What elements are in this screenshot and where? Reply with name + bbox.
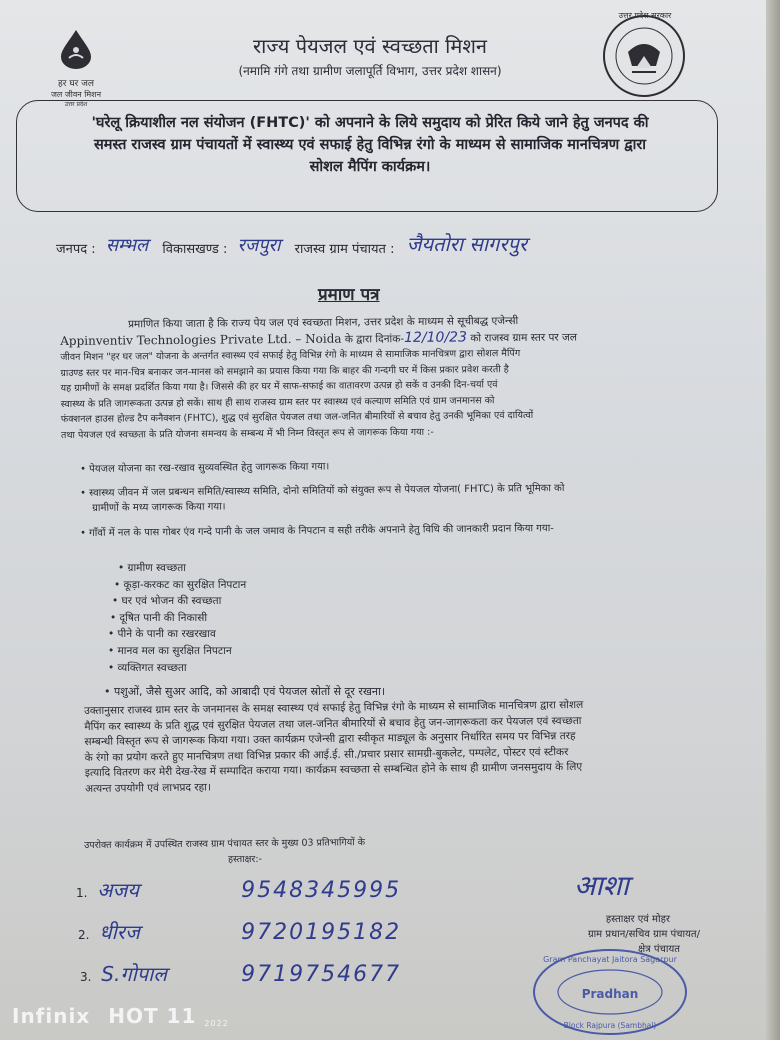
para2-line: मैपिंग कर स्वास्थ्य के प्रति शुद्ध एवं सुरक्षित पेयजल तथा जल-जनित बीमारियों से बचाव हेतु जन-जागरूकता कर पेयजल एवं स्वच्छता <box>84 714 582 733</box>
participant-row <box>76 876 401 903</box>
bullet-text: ग्रामीणों के मध्य जागरूक किया गया। <box>92 501 226 514</box>
participant-index: 1. <box>76 886 88 900</box>
designation-line: ग्राम प्रधान/सचिव ग्राम पंचायत/ <box>587 929 700 940</box>
page-subtitle: (नमामि गंगे तथा ग्रामीण जलापूर्ति विभाग, उत्तर प्रदेश शासन) <box>238 64 502 78</box>
gram-panchayat-stamp <box>530 944 690 1036</box>
para1-line: तथा पेयजल एवं स्वच्छता के प्रति योजना समन्वय के सम्बन्ध में भी निम्न विस्तृत रूप से जागरूक किया गया :- <box>60 426 434 441</box>
bullet-text: स्वास्थ्य जीवन में जल प्रबन्धन समिति/स्वास्थ्य समिति, दोनो समितियों को संयुक्त रूप से पेयजल योजना( FHTC) के प्रति भूमिका को <box>89 482 565 499</box>
bullet-item: • गाँवों में नल के पास गोबर एंव गन्दे पानी के जल जमाव के निपटान व सही तरीके अपनाने हेतु विधि की जानकारी प्रदान किया गया- <box>80 523 554 539</box>
participant-index: 3. <box>80 970 92 984</box>
block-value: रजपुरा <box>237 235 281 256</box>
stamp-mid-text: Pradhan <box>581 987 639 1001</box>
bullet-item: • पेयजल योजना का रख-रखाव सुव्यवस्थित हेतु जागरूक किया गया। <box>80 461 330 475</box>
date-label: के द्वारा दिनांक- <box>341 332 405 346</box>
designation-line: हस्ताक्षर एवं मोहर <box>605 914 670 925</box>
pradhan-signature: आशा <box>574 869 629 902</box>
participant-name: S.गोपाल <box>101 962 167 986</box>
para2-line: के रंगो का प्रयोग करते हुए मानचित्रण तथा विभिन्न प्रकार की आई.ई. सी./प्रचार प्रसार सामग्री-बुकलेट, पम्पलेट, पोस्टर एवं स्टीकर <box>84 745 569 764</box>
har-ghar-jal-logo <box>40 28 112 108</box>
bullet-text: पेयजल योजना का रख-रखाव सुव्यवस्थित हेतु जागरूक किया गया। <box>89 461 330 475</box>
watermark-year: 2022 <box>204 1019 229 1028</box>
para1-text: को राजस्व ग्राम स्तर पर जल <box>466 330 578 344</box>
list-item: • मानव मल का सुरक्षित निपटान <box>108 643 246 660</box>
banner-text <box>30 112 710 178</box>
para1-line: फंक्शनल हाउस होल्ड टैप कनैक्शन (FHTC), शुद्ध एवं सुरक्षित पेयजल तथा जल-जनित बीमारियों से बचाव हेतु उनकी भूमिका एवं दायित्वों <box>60 409 534 425</box>
list-item: • कूड़ा-करकट का सुरक्षित निपटान <box>108 577 246 594</box>
emblem-text: उत्तर प्रदेश सरकार <box>618 11 672 20</box>
watermark-brand: Infinix <box>12 1004 91 1028</box>
district-label: जनपद : <box>56 242 96 257</box>
para2-line: उक्तानुसार राजस्व ग्राम स्तर के जनमानस के समक्ष स्वास्थ्य एवं सफाई हेतु विभिन्न रंगो के माध्यम से सामाजिक मानचित्रण द्वारा सोशल <box>84 698 584 717</box>
signature-label: हस्ताक्षर:- <box>228 854 262 865</box>
location-fields <box>56 230 770 257</box>
gp-value: जैयतोरा सागरपुर <box>406 232 528 256</box>
participant-phone: 9720195182 <box>241 920 402 945</box>
participant-row <box>80 960 401 987</box>
participant-name: धीरज <box>99 920 140 944</box>
camera-watermark <box>12 1004 229 1028</box>
stamp-top-text: Gram Panchayat Jaitora Sagarpur <box>543 955 677 964</box>
gp-label: राजस्व ग्राम पंचायत : <box>294 242 395 257</box>
participant-phone: 9548345995 <box>241 878 402 903</box>
designation-line: क्षेत्र पंचायत <box>638 944 680 955</box>
participant-phone: 9719754677 <box>241 962 402 987</box>
program-date: 12/10/23 <box>403 328 468 346</box>
bullet-text: गाँवों में नल के पास गोबर एंव गन्दे पानी के जल जमाव के निपटान व सही तरीके अपनाने हेतु विधि की जानकारी प्रदान किया गया- <box>89 523 554 539</box>
bullet-item: • स्वास्थ्य जीवन में जल प्रबन्धन समिति/स्वास्थ्य समिति, दोनो समितियों को संयुक्त रूप से पेयजल योजना( FHTC) के प्रति भूमिका को ग्रामीणों के मध्य जागरूक किया गया। <box>80 482 565 514</box>
block-label: विकासखण्ड : <box>162 242 228 257</box>
para2-line: अत्यन्त उपयोगी एवं लाभप्रद रहा। <box>84 780 211 795</box>
watermark-model: HOT 11 <box>108 1004 197 1028</box>
agency-name: Appinventiv Technologies Private Ltd. – Noida <box>60 331 342 348</box>
para2-line: सम्बन्धी विस्तृत रूप से जागरूक किया गया। उक्त कार्यक्रम एजेन्सी द्वारा स्वीकृत माड्यूल के अनुसार निर्धारित समय पर विभिन्न तरह <box>84 729 576 748</box>
banner-line: 'घरेलू क्रियाशील नल संयोजन (FHTC)' को अपनाने के लिये समुदाय को प्रेरित किये जाने हेतु जनपद की <box>91 115 649 131</box>
list-item: • घर एवं भोजन की स्वच्छता <box>108 593 246 610</box>
up-government-emblem <box>598 12 690 100</box>
para1-line: स्वास्थ्य के प्रति जागरूकता उत्पन्न हो सकें। साथ ही साथ राजस्व ग्राम स्तर पर स्वास्थ्य एवं कल्याण समिति एवं ग्राम जनमानस को <box>60 394 495 410</box>
background-edge <box>766 0 780 1040</box>
water-drop-icon <box>57 28 95 70</box>
list-item: • व्यक्तिगत स्वच्छता <box>108 660 246 677</box>
para1-line: ग्राउण्ड स्तर पर मान-चित्र बनाकर जन-मानस को समझाने का प्रयास किया गया कि बाहर की गन्दगी घर में किस प्रकार प्रवेश करती है <box>60 363 509 379</box>
para2-line: इत्यादि वितरण कर मेरी देख-रेख में सम्पादित कराया गया। कार्यक्रम स्वच्छता से सम्बन्धित होने के साथ ही ग्रामीण जनसमुदाय के लिए <box>84 760 583 779</box>
participant-index: 2. <box>78 928 90 942</box>
participant-name: अजय <box>97 878 140 902</box>
page-title: राज्य पेयजल एवं स्वच्छता मिशन <box>252 34 488 58</box>
district-value: सम्भल <box>105 235 149 256</box>
participants-line: उपरोक्त कार्यक्रम में उपस्थित राजस्व ग्राम पंचायत स्तर के मुख्य 03 प्रतिभागियों के <box>84 837 366 851</box>
logo-line-2: जल जीवन मिशन <box>50 90 102 99</box>
certificate-paragraph-2 <box>84 696 725 797</box>
para1-line: जीवन मिशन "हर घर जल" योजना के अन्तर्गत स्वास्थ्य एवं सफाई हेतु विभिन्न रंगो के माध्यम से सामाजिक मानचित्रण द्वारा सोशल मैपिंग <box>60 347 521 363</box>
certificate-title: प्रमाण पत्र <box>318 285 380 305</box>
list-item: • पीने के पानी का रखरखाव <box>108 626 246 643</box>
para1-line: प्रमाणित किया जाता है कि राज्य पेय जल एवं स्वच्छता मिशन, उत्तर प्रदेश के माध्यम से सूचीबद्ध एजेन्सी <box>128 315 519 331</box>
banner-line: सोशल मैपिंग कार्यक्रम। <box>309 159 431 175</box>
stamp-bottom-text: Block Rajpura (Sambhal) <box>563 1021 657 1030</box>
participant-row <box>78 918 401 945</box>
animals-text: पशुओं, जैसे सुअर आदि, को आबादी एवं पेयजल स्रोतों से दूर रखना। <box>114 685 386 698</box>
animals-line: • पशुओं, जैसे सुअर आदि, को आबादी एवं पेयजल स्रोतों से दूर रखना। <box>104 685 386 698</box>
logo-line-1: हर घर जल <box>58 79 94 89</box>
list-item: • ग्रामीण स्वच्छता <box>108 560 246 577</box>
para1-line: यह ग्रामीणों के समक्ष प्रदर्शित किया गया है। जिससे की हर घर में साफ-सफाई का वातावरण उत्पन्न हो सकें व उनकी दिन-चर्या एवं <box>60 379 498 394</box>
banner-line: समस्त राजस्व ग्राम पंचायतों में स्वास्थ्य एवं सफाई हेतु विभिन्न रंगो के माध्यम से सामाजिक मानचित्रण द्वारा <box>93 137 647 153</box>
logo-line-3: उत्तर प्रदेश <box>64 101 88 108</box>
hygiene-topics-list <box>108 560 246 676</box>
certificate-paragraph-1 <box>60 312 711 443</box>
list-item: • दूषित पानी की निकासी <box>108 610 246 627</box>
